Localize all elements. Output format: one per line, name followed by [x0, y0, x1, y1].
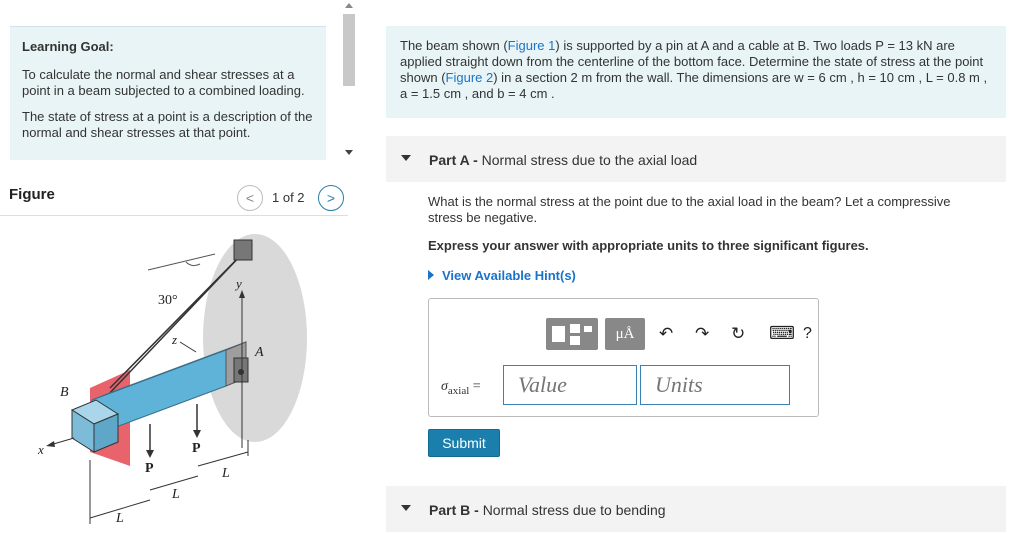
right-panel	[386, 0, 1006, 534]
units-input[interactable]	[640, 365, 790, 405]
next-figure-button[interactable]: >	[318, 185, 344, 211]
keyboard-icon[interactable]: ⌨	[769, 323, 795, 343]
pin	[238, 369, 244, 375]
answer-label	[441, 379, 481, 397]
redo-icon[interactable]: ↷	[695, 324, 710, 343]
learning-goal-paragraph: The state of stress at a point is a description of the normal and shear stresses at that point.	[22, 109, 313, 140]
undo-icon[interactable]: ↶	[659, 324, 674, 343]
part-a-question: What is the normal stress at the point due to the axial load in the beam? Let a compressive stress be negative.	[428, 194, 951, 225]
y-axis-label: y	[236, 276, 242, 291]
problem-statement	[386, 26, 1006, 118]
problem-text: The beam shown (	[400, 38, 508, 53]
dimension-line	[198, 452, 248, 466]
problem-text: ) in a section 2 m from the wall. The dimensions are w = 6 cm , h = 10 cm , L = 0.8 m , a = 1.5 cm , and b = 4 cm .	[400, 70, 988, 101]
part-a-instruction: Express your answer with appropriate units to three significant figures.	[428, 238, 869, 253]
part-a-label: Part A -	[429, 152, 478, 168]
scroll-thumb[interactable]	[343, 14, 355, 86]
point-b-label: B	[60, 385, 69, 400]
point-a-label: A	[255, 345, 264, 360]
support-disc	[203, 234, 307, 442]
load-label: P	[145, 461, 154, 476]
length-label: L	[116, 511, 124, 526]
part-b-label: Part B -	[429, 502, 479, 518]
length-label: L	[222, 466, 230, 481]
length-label: L	[172, 487, 180, 502]
templates-icon	[546, 318, 598, 350]
equals-sign: =	[472, 379, 481, 394]
view-hints-link[interactable]	[428, 268, 576, 283]
view-hints-label[interactable]: View Available Hint(s)	[442, 268, 576, 283]
answer-subscript: axial	[447, 384, 470, 397]
angle-label: 30°	[158, 293, 178, 308]
equation-toolbar	[503, 315, 812, 353]
previous-figure-button[interactable]: <	[237, 185, 263, 211]
figure-header	[0, 182, 348, 216]
submit-button[interactable]: Submit	[428, 429, 500, 457]
templates-button[interactable]	[546, 318, 598, 350]
figure-1-link[interactable]: Figure 1	[507, 38, 556, 53]
figure-counter: 1 of 2	[272, 190, 305, 205]
scroll-up-icon[interactable]	[345, 3, 353, 8]
reset-icon[interactable]: ↻	[731, 324, 746, 343]
units-button[interactable]: μÅ	[605, 318, 645, 350]
part-b-title-text: Normal stress due to bending	[482, 502, 666, 518]
learning-goal-box	[10, 26, 326, 160]
figure-title: Figure	[9, 186, 55, 203]
x-axis-label: x	[38, 442, 44, 457]
angle-arc	[186, 262, 200, 266]
value-input[interactable]	[503, 365, 637, 405]
expand-triangle-icon	[428, 270, 434, 280]
problem-text: ) is supported by a pin at A and a cable at B. Two loads P = 13 kN are applied straight down from the centerline of the bottom face. Determine the state of stress at the point shown (	[400, 38, 984, 85]
figure-2-link[interactable]: Figure 2	[445, 70, 494, 85]
collapse-caret-icon[interactable]	[401, 505, 411, 511]
learning-goal-title: Learning Goal:	[22, 39, 114, 54]
sigma-symbol: σ	[441, 379, 448, 394]
load-arrowhead	[193, 430, 201, 438]
scroll-down-icon[interactable]	[345, 150, 353, 155]
beam-figure	[0, 222, 348, 534]
z-axis-label: z	[172, 332, 178, 347]
help-icon[interactable]: ?	[803, 325, 812, 342]
x-axis-arrow	[46, 441, 55, 447]
answer-box	[428, 298, 819, 417]
part-a-title-text: Normal stress due to the axial load	[481, 152, 698, 168]
left-panel	[0, 0, 358, 534]
part-b-title	[429, 502, 666, 518]
part-a-header[interactable]	[386, 136, 1006, 182]
reference-line	[148, 254, 215, 270]
load-label: P	[192, 441, 201, 456]
learning-goal-scrollbar[interactable]	[341, 0, 357, 160]
collapse-caret-icon[interactable]	[401, 155, 411, 161]
load-arrowhead	[146, 450, 154, 458]
part-a-title	[429, 152, 697, 168]
z-axis	[180, 342, 196, 352]
cable-anchor	[234, 240, 252, 260]
learning-goal-paragraph: To calculate the normal and shear stresses at a point in a beam subjected to a combined loading.	[22, 67, 305, 98]
part-b-header[interactable]	[386, 486, 1006, 532]
